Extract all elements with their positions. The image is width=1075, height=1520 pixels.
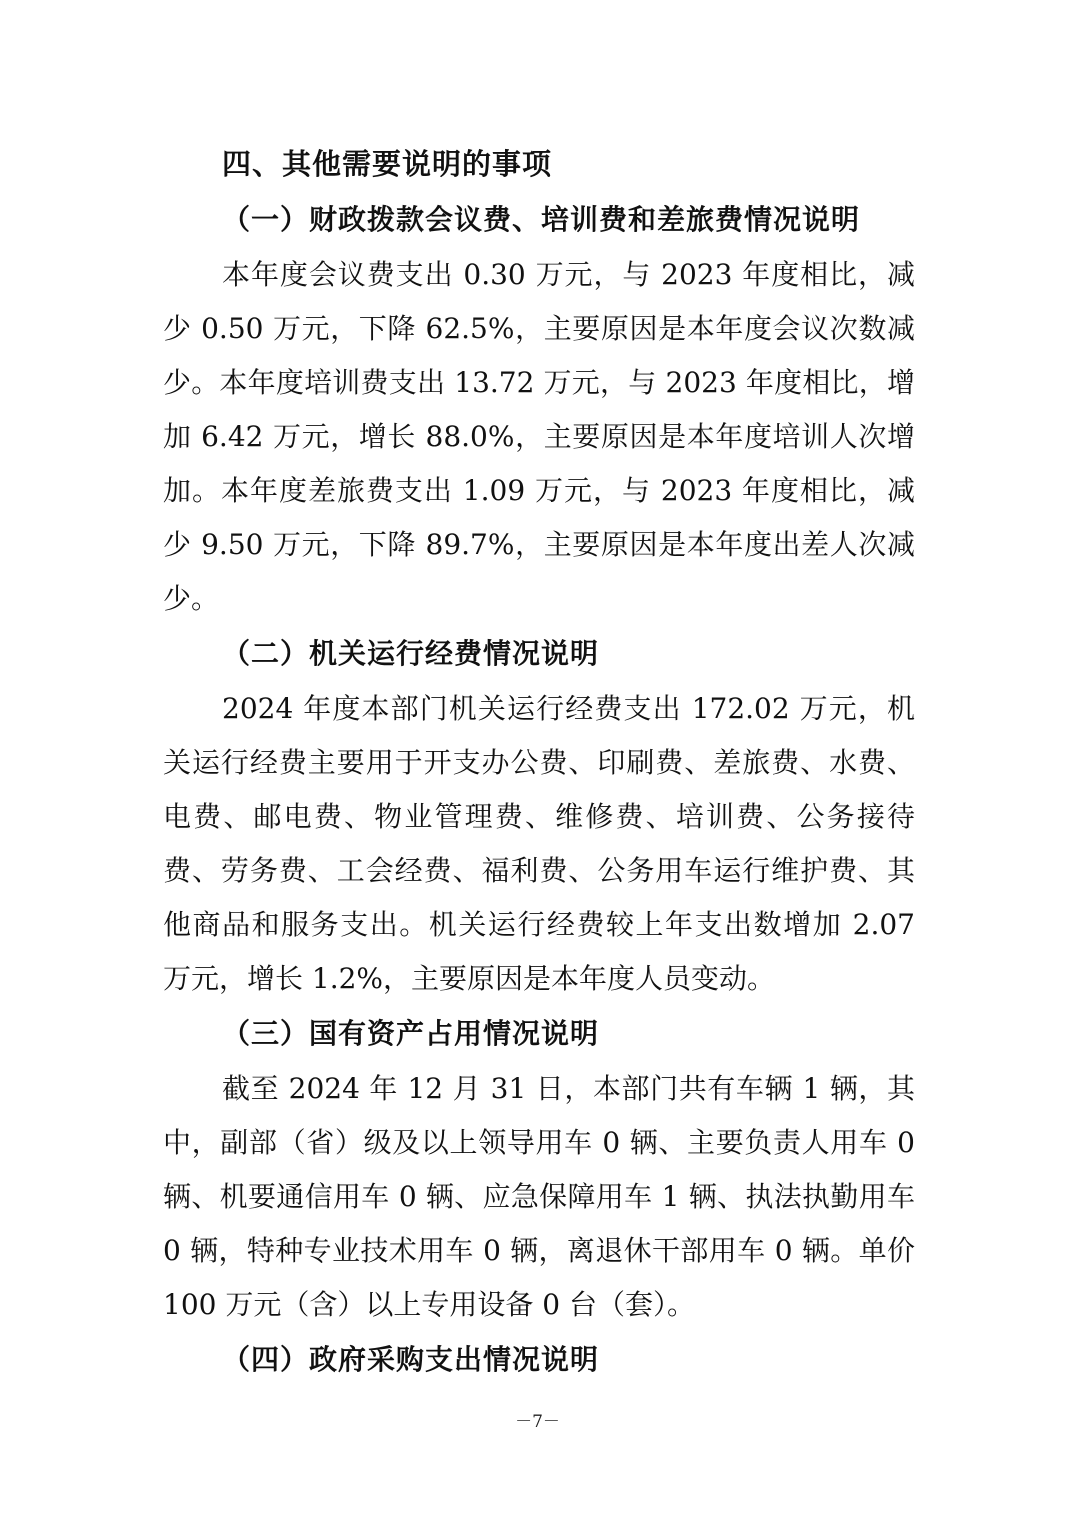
main-heading: 四、其他需要说明的事项: [222, 147, 553, 181]
section-title-3: （三）国有资产占用情况说明: [222, 1017, 600, 1050]
section-title-1: （一）财政拨款会议费、培训费和差旅费情况说明: [222, 203, 861, 236]
section-paragraph-2: 2024 年度本部门机关运行经费支出 172.02 万元，机关运行经费主要用于开支办公费、印刷费、差旅费、水费、电费、邮电费、物业管理费、维修费、培训费、公务接待费、劳务费、工会经费、福利费、公务用车运行维护费、其他商品和服务支出。机关运行经费较上年支出数增加 2.07 万元，增长 1.2%，主要原因是本年度人员变动。: [163, 692, 915, 995]
page-number: －7－: [515, 1412, 560, 1432]
section-paragraph-1: 本年度会议费支出 0.30 万元，与 2023 年度相比，减少 0.50 万元，下降 62.5%，主要原因是本年度会议次数减少。本年度培训费支出 13.72 万元，与 2023 年度相比，增加 6.42 万元，增长 88.0%，主要原因是本年度培训人次增加。本年度差旅费支出 1.09 万元，与 2023 年度相比，减少 9.50 万元，下降 89.7%，主要原因是本年度出差人次减少。: [163, 258, 915, 615]
section-title-2: （二）机关运行经费情况说明: [222, 637, 600, 670]
section-title-4: （四）政府采购支出情况说明: [222, 1343, 600, 1376]
section-paragraph-3: 截至 2024 年 12 月 31 日，本部门共有车辆 1 辆，其中，副部（省）级及以上领导用车 0 辆、主要负责人用车 0 辆、机要通信用车 0 辆、应急保障用车 1 辆、执法执勤用车 0 辆，特种专业技术用车 0 辆，离退休干部用车 0 辆。单价 100 万元（含）以上专用设备 0 台（套）。: [163, 1072, 915, 1321]
document-body: [163, 136, 915, 1388]
